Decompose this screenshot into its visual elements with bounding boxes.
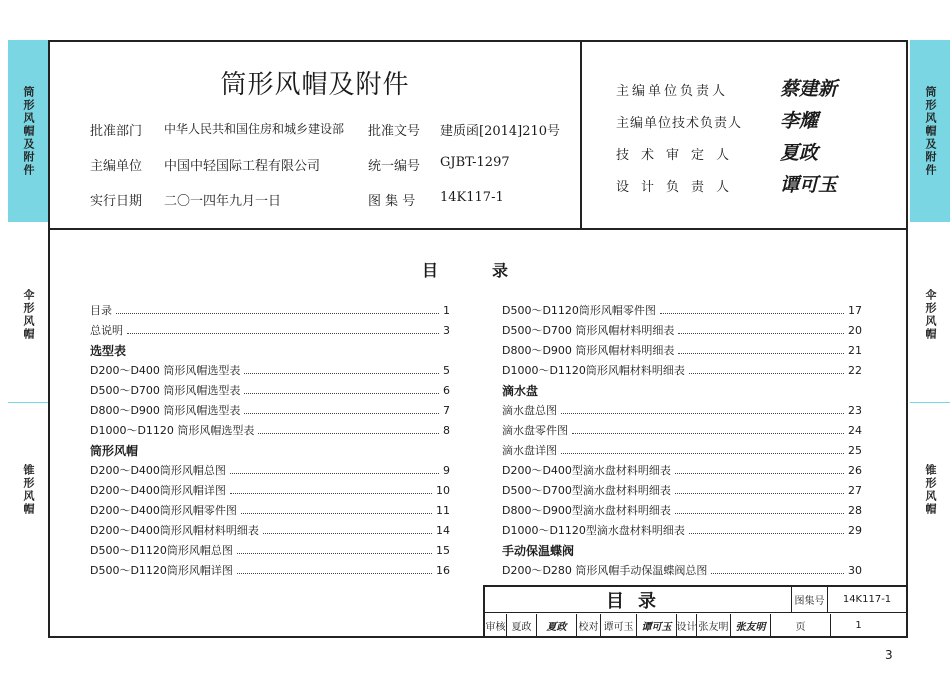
toc-entry-title: D500～D700 筒形风帽材料明细表 bbox=[502, 324, 675, 337]
toc-entry[interactable] bbox=[502, 300, 862, 320]
toc-entry-title: D200～D400筒形风帽零件图 bbox=[90, 504, 237, 517]
toc-entry-page: 30 bbox=[848, 563, 862, 577]
toc-entry[interactable] bbox=[502, 360, 862, 380]
toc-leader-dots bbox=[660, 313, 844, 314]
toc-leader-dots bbox=[675, 473, 844, 474]
title-block-cell: 张友明 bbox=[697, 614, 731, 636]
side-tab-left-1[interactable] bbox=[8, 40, 48, 222]
info-key: 实行日期 bbox=[90, 194, 143, 209]
side-tab-label: 锥形风帽 bbox=[22, 464, 35, 516]
toc-leader-dots bbox=[244, 393, 439, 394]
header-divider bbox=[580, 42, 582, 228]
info-value: 中国中轻国际工程有限公司 bbox=[164, 159, 321, 174]
toc-entry[interactable] bbox=[502, 420, 862, 440]
info-key: 统一编号 bbox=[368, 159, 421, 174]
toc-entry[interactable] bbox=[502, 500, 862, 520]
toc-entry-title: D800～D900 筒形风帽材料明细表 bbox=[502, 344, 675, 357]
toc-entry-page: 8 bbox=[443, 423, 450, 437]
header-block bbox=[50, 42, 906, 230]
info-key: 批准文号 bbox=[368, 124, 421, 139]
toc-entry[interactable] bbox=[502, 560, 862, 580]
toc-entry-page: 14 bbox=[436, 523, 450, 537]
toc-entry-page: 1 bbox=[443, 303, 450, 317]
toc-leader-dots bbox=[675, 513, 844, 514]
toc-entry[interactable] bbox=[90, 360, 450, 380]
toc-entry-page: 11 bbox=[436, 503, 450, 517]
toc-leader-dots bbox=[675, 493, 844, 494]
title-block-cell: 夏政 bbox=[507, 614, 537, 636]
title-block-cell: 校对 bbox=[577, 614, 601, 636]
toc-entry-page: 7 bbox=[443, 403, 450, 417]
toc-entry-page: 3 bbox=[443, 323, 450, 337]
toc-entry-title: 滴水盘总图 bbox=[502, 404, 557, 417]
toc-entry-page: 21 bbox=[848, 343, 862, 357]
tab-divider bbox=[910, 402, 950, 403]
toc-entry[interactable] bbox=[502, 440, 862, 460]
toc-section-heading: 手动保温蝶阀 bbox=[502, 543, 575, 558]
toc-entry-page: 10 bbox=[436, 483, 450, 497]
toc-entry-page: 16 bbox=[436, 563, 450, 577]
side-tab-label: 伞形风帽 bbox=[22, 289, 35, 341]
toc-entry-page: 5 bbox=[443, 363, 450, 377]
info-value: 二〇一四年九月一日 bbox=[164, 194, 282, 209]
toc-entry[interactable] bbox=[90, 500, 450, 520]
toc-entry-page: 22 bbox=[848, 363, 862, 377]
info-key: 批准部门 bbox=[90, 124, 143, 139]
toc-entry-title: 滴水盘详图 bbox=[502, 444, 557, 457]
toc-entry-title: D200～D280 筒形风帽手动保温蝶阀总图 bbox=[502, 564, 708, 577]
page-number: 3 bbox=[885, 648, 893, 662]
toc-entry-title: D200～D400型滴水盘材料明细表 bbox=[502, 464, 671, 477]
title-block-cell: 1 bbox=[855, 619, 862, 631]
toc-entry[interactable] bbox=[90, 540, 450, 560]
toc-left-column bbox=[90, 300, 450, 580]
toc-entry-title: D500～D1120筒形风帽详图 bbox=[90, 564, 233, 577]
toc-entry[interactable] bbox=[502, 480, 862, 500]
toc-entry[interactable] bbox=[90, 420, 450, 440]
atlas-number: 14K117-1 bbox=[828, 587, 906, 613]
responsible-role: 主编单位负责人 bbox=[616, 84, 729, 99]
toc-entry-page: 28 bbox=[848, 503, 862, 517]
toc-leader-dots bbox=[678, 333, 844, 334]
title-block-cell: 夏政 bbox=[537, 614, 577, 636]
toc-leader-dots bbox=[258, 433, 439, 434]
info-value: 中华人民共和国住房和城乡建设部 bbox=[164, 122, 345, 136]
toc-leader-dots bbox=[241, 513, 432, 514]
toc-entry-title: 总说明 bbox=[90, 324, 123, 337]
side-tab-right-3[interactable] bbox=[910, 410, 950, 570]
toc-entry[interactable] bbox=[90, 460, 450, 480]
toc-leader-dots bbox=[689, 533, 844, 534]
toc-section-heading: 筒形风帽 bbox=[90, 443, 139, 458]
responsible-role: 技术审定人 bbox=[616, 148, 742, 163]
toc-leader-dots bbox=[244, 413, 439, 414]
toc-entry-title: D200～D400筒形风帽材料明细表 bbox=[90, 524, 259, 537]
toc-entry-title: D500～D1120筒形风帽总图 bbox=[90, 544, 233, 557]
toc-leader-dots bbox=[237, 573, 432, 574]
title-block-cell: 页 bbox=[771, 614, 831, 636]
toc-leader-dots bbox=[711, 573, 844, 574]
info-value: 14K117-1 bbox=[440, 190, 504, 205]
toc-entry-page: 27 bbox=[848, 483, 862, 497]
toc-entry-title: D200～D400筒形风帽总图 bbox=[90, 464, 226, 477]
signature: 蔡建新 bbox=[780, 78, 838, 100]
toc-leader-dots bbox=[116, 313, 439, 314]
signature: 李耀 bbox=[780, 110, 819, 132]
toc-entry[interactable] bbox=[90, 400, 450, 420]
toc-leader-dots bbox=[263, 533, 432, 534]
toc-entry[interactable] bbox=[90, 380, 450, 400]
side-tab-left-2[interactable] bbox=[8, 235, 48, 395]
toc-entry-page: 29 bbox=[848, 523, 862, 537]
toc-entry-title: D800～D900 筒形风帽选型表 bbox=[90, 404, 241, 417]
signature: 夏政 bbox=[780, 142, 819, 164]
toc-entry-page: 25 bbox=[848, 443, 862, 457]
toc-entry-title: D200～D400 筒形风帽选型表 bbox=[90, 364, 241, 377]
toc-right-column bbox=[502, 300, 862, 580]
toc-leader-dots bbox=[572, 433, 844, 434]
toc-entry-page: 15 bbox=[436, 543, 450, 557]
toc-entry-page: 23 bbox=[848, 403, 862, 417]
toc-entry-title: D500～D700 筒形风帽选型表 bbox=[90, 384, 241, 397]
title-block-cell: 张友明 bbox=[731, 614, 771, 636]
toc-entry-title: D1000～D1120 筒形风帽选型表 bbox=[90, 424, 255, 437]
responsible-role: 主编单位技术负责人 bbox=[616, 116, 743, 131]
toc-entry[interactable] bbox=[90, 300, 450, 320]
toc-leader-dots bbox=[230, 473, 439, 474]
toc-entry-title: 目录 bbox=[90, 304, 112, 317]
toc-leader-dots bbox=[230, 493, 432, 494]
toc-leader-dots bbox=[237, 553, 432, 554]
toc-entry-page: 9 bbox=[443, 463, 450, 477]
toc-entry-title: D1000～D1120型滴水盘材料明细表 bbox=[502, 524, 685, 537]
toc-entry[interactable] bbox=[502, 400, 862, 420]
toc-title: 目录 bbox=[422, 261, 563, 280]
side-tab-label: 锥形风帽 bbox=[924, 464, 937, 516]
toc-leader-dots bbox=[678, 353, 844, 354]
toc-leader-dots bbox=[127, 333, 439, 334]
toc-entry-title: D500～D1120筒形风帽零件图 bbox=[502, 304, 656, 317]
toc-entry-title: 滴水盘零件图 bbox=[502, 424, 568, 437]
title-block-cell: 谭可玉 bbox=[601, 614, 637, 636]
toc-entry-title: D500～D700型滴水盘材料明细表 bbox=[502, 484, 671, 497]
title-block-name: 目录 bbox=[485, 587, 792, 613]
info-value: GJBT-1297 bbox=[440, 155, 510, 170]
toc-leader-dots bbox=[561, 413, 844, 414]
toc-entry-page: 24 bbox=[848, 423, 862, 437]
atlas-label: 图集号 bbox=[792, 587, 828, 613]
toc-entry-page: 17 bbox=[848, 303, 862, 317]
toc-leader-dots bbox=[244, 373, 439, 374]
side-tab-right-1[interactable] bbox=[910, 40, 950, 222]
toc-section-heading: 选型表 bbox=[90, 343, 127, 358]
toc-entry[interactable] bbox=[502, 460, 862, 480]
toc-entry[interactable] bbox=[90, 320, 450, 340]
toc-entry[interactable] bbox=[502, 340, 862, 360]
info-value: 建质函[2014]210号 bbox=[440, 124, 561, 139]
title-block-cell: 审核 bbox=[485, 614, 507, 636]
side-tab-left-3[interactable] bbox=[8, 410, 48, 570]
tab-divider bbox=[8, 402, 48, 403]
toc-entry[interactable] bbox=[502, 320, 862, 340]
toc-section-heading: 滴水盘 bbox=[502, 383, 539, 398]
page-title: 筒形风帽及附件 bbox=[220, 70, 410, 100]
toc-entry[interactable] bbox=[502, 520, 862, 540]
toc-entry-page: 26 bbox=[848, 463, 862, 477]
responsible-role: 设计负责人 bbox=[616, 180, 742, 195]
side-tab-label: 筒形风帽及附件 bbox=[22, 85, 35, 177]
toc-entry-title: D800～D900型滴水盘材料明细表 bbox=[502, 504, 671, 517]
title-block-cell: 谭可玉 bbox=[637, 614, 677, 636]
toc-entry-page: 6 bbox=[443, 383, 450, 397]
toc-entry-title: D200～D400筒形风帽详图 bbox=[90, 484, 226, 497]
drawing-frame bbox=[48, 40, 908, 638]
title-block-cell: 设计 bbox=[677, 614, 697, 636]
toc-entry[interactable] bbox=[90, 480, 450, 500]
info-key: 主编单位 bbox=[90, 159, 143, 174]
title-block bbox=[483, 585, 906, 636]
side-tab-right-2[interactable] bbox=[910, 235, 950, 395]
toc-entry-page: 20 bbox=[848, 323, 862, 337]
info-key: 图 集 号 bbox=[368, 194, 416, 209]
toc-entry[interactable] bbox=[90, 520, 450, 540]
signature: 谭可玉 bbox=[780, 174, 838, 196]
toc-leader-dots bbox=[561, 453, 844, 454]
toc-leader-dots bbox=[689, 373, 844, 374]
toc-entry-title: D1000～D1120筒形风帽材料明细表 bbox=[502, 364, 685, 377]
side-tab-label: 筒形风帽及附件 bbox=[924, 85, 937, 177]
toc-entry[interactable] bbox=[90, 560, 450, 580]
side-tab-label: 伞形风帽 bbox=[924, 289, 937, 341]
